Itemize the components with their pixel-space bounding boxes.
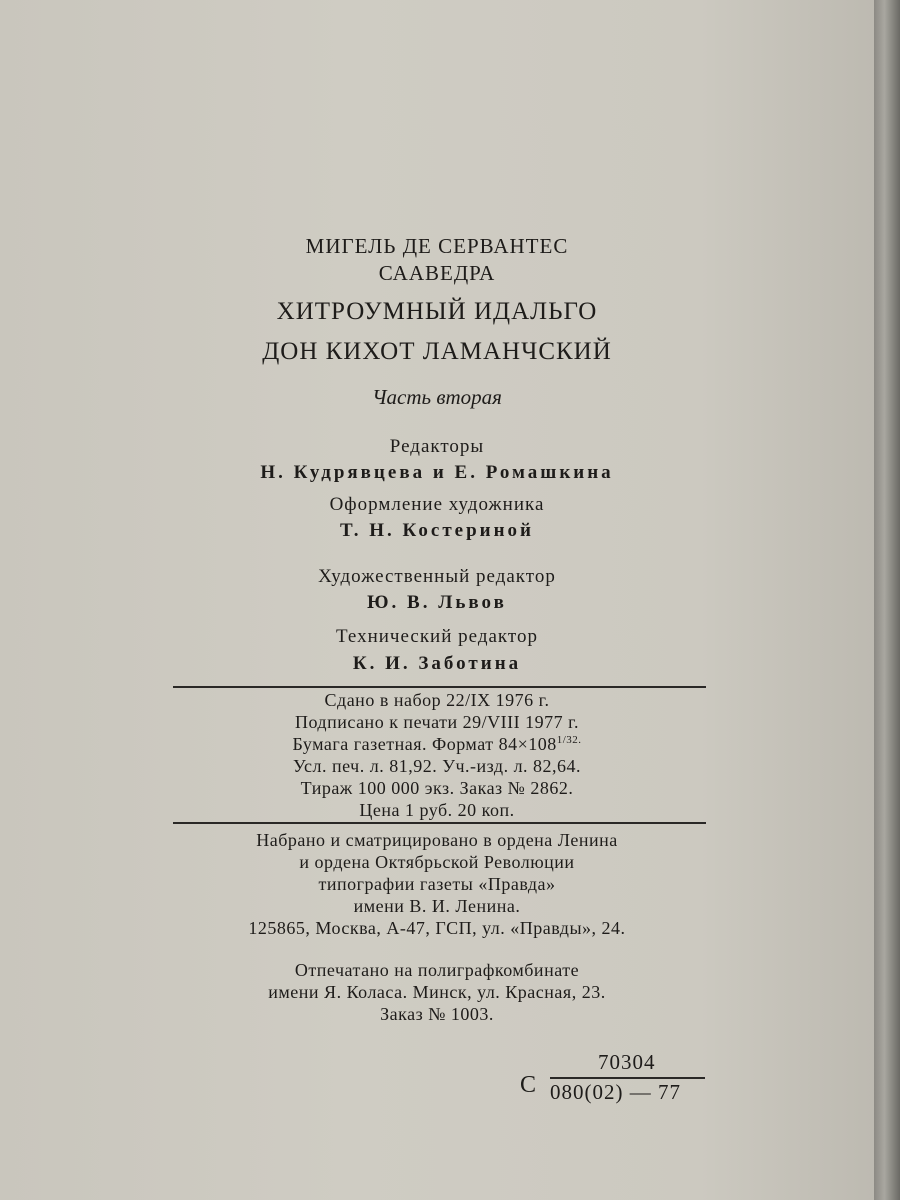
print-data-line: Сдано в набор 22/IX 1976 г. xyxy=(324,690,550,710)
design-name: Т. Н. Костериной xyxy=(340,520,534,541)
printing-line: имени Я. Коласа. Минск, ул. Красная, 23. xyxy=(268,982,606,1002)
title-line-1: ХИТРОУМНЫЙ ИДАЛЬГО xyxy=(276,298,598,325)
print-data-line: Усл. печ. л. 81,92. Уч.-изд. л. 82,64. xyxy=(292,756,582,776)
printing-line: Отпечатано на полиграфкомбинате xyxy=(294,960,580,980)
author-line-2: СААВЕДРА xyxy=(378,261,496,285)
bottom-rule xyxy=(173,822,706,824)
typesetting-line: Набрано и сматрицировано в ордена Ленина xyxy=(256,830,618,850)
print-data-line xyxy=(0,734,874,755)
editors-role: Редакторы xyxy=(389,436,485,457)
title-line-2: ДОН КИХОТ ЛАМАНЧСКИЙ xyxy=(262,338,612,365)
printing-line: Заказ № 1003. xyxy=(380,1004,494,1024)
print-data-line: Цена 1 руб. 20 коп. xyxy=(359,800,515,820)
format-text: Бумага газетная. Формат 84×108 xyxy=(292,734,557,754)
catalog-code-denominator: 080(02) — 77 xyxy=(550,1080,681,1104)
typesetting-line: имени В. И. Ленина. xyxy=(353,896,521,916)
tech-editor-role: Технический редактор xyxy=(336,626,538,647)
author-line-1: МИГЕЛЬ ДЕ СЕРВАНТЕС xyxy=(305,234,569,258)
part-label: Часть вторая xyxy=(372,385,502,409)
art-editor-name: Ю. В. Львов xyxy=(367,592,507,613)
design-role: Оформление художника xyxy=(329,494,545,515)
catalog-code-letter: С xyxy=(520,1072,537,1098)
catalog-code-fraction-bar xyxy=(550,1077,705,1079)
editors-names: Н. Кудрявцева и Е. Ромашкина xyxy=(260,462,614,483)
typesetting-line: 125865, Москва, А-47, ГСП, ул. «Правды», 24. xyxy=(248,918,626,938)
format-fraction: 1/32. xyxy=(556,734,582,746)
typesetting-line: и ордена Октябрьской Революции xyxy=(299,852,575,872)
print-data-line: Тираж 100 000 экз. Заказ № 2862. xyxy=(300,778,574,798)
catalog-code-numerator: 70304 xyxy=(598,1050,656,1074)
page-edge xyxy=(874,0,900,1200)
tech-editor-name: К. И. Заботина xyxy=(352,653,522,674)
top-rule xyxy=(173,686,706,688)
typesetting-line: типографии газеты «Правда» xyxy=(318,874,556,894)
print-data-line: Подписано к печати 29/VIII 1977 г. xyxy=(294,712,580,732)
art-editor-role: Художественный редактор xyxy=(318,566,556,587)
